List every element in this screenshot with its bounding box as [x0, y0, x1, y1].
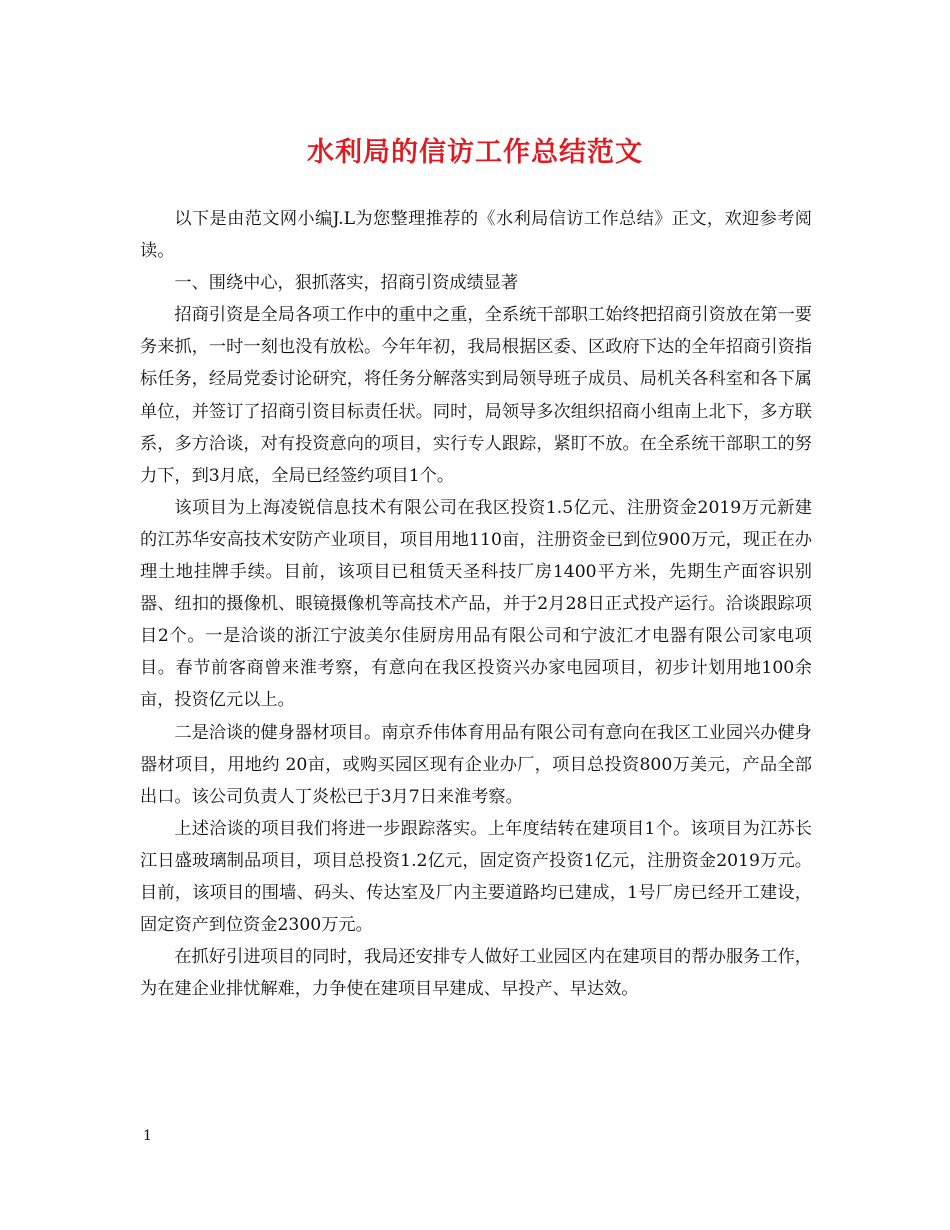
paragraph: 招商引资是全局各项工作中的重中之重，全系统干部职工始终把招商引资放在第一要务来抓，一时一刻也没有放松。今年年初，我局根据区委、区政府下达的全年招商引资指标任务，经局党委讨论研究，将任务分解落实到局领导班子成员、局机关各科室和各下属单位，并签订了招商引资目标责任状。同时，局领导多次组织招商小组南上北下，多方联系，多方洽谈，对有投资意向的项目，实行专人跟踪，紧盯不放。在全系统干部职工的努力下，到3月底，全局已经签约项目1个。 — [140, 305, 812, 486]
paragraph: 上述洽谈的项目我们将进一步跟踪落实。上年度结转在建项目1个。该项目为江苏长江日盛玻璃制品项目，项目总投资1.2亿元，固定资产投资1亿元，注册资金2019万元。目前，该项目的围墙、码头、传达室及厂内主要道路均已建成，1号厂房已经开工建设，固定资产到位资金2300万元。 — [140, 818, 812, 936]
document-title: 水利局的信访工作总结范文 — [307, 137, 643, 168]
page-number: 1 — [143, 1128, 152, 1144]
paragraph: 在抓好引进项目的同时，我局还安排专人做好工业园区内在建项目的帮办服务工作，为在建企业排忧解难，力争使在建项目早建成、早投产、早达效。 — [140, 947, 812, 1000]
paragraph: 该项目为上海凌锐信息技术有限公司在我区投资1.5亿元、注册资金2019万元新建的江苏华安高技术安防产业项目，项目用地110亩，注册资金已到位900万元，现正在办理土地挂牌手续。目前，该项目已租赁天圣科技厂房1400平方米，先期生产面容识别器、纽扣的摄像机、眼镜摄像机等高技术产品，并于2月28日正式投产运行。洽谈跟踪项目2个。一是洽谈的浙江宁波美尔佳厨房用品有限公司和宁波汇才电器有限公司家电项目。春节前客商曾来淮考察，有意向在我区投资兴办家电园项目，初步计划用地100余亩，投资亿元以上。 — [140, 497, 812, 711]
section-heading: 一、围绕中心，狠抓落实，招商引资成绩显著 — [174, 273, 519, 294]
paragraph: 二是洽谈的健身器材项目。南京乔伟体育用品有限公司有意向在我区工业园兴办健身器材项目，用地约 20亩，或购买园区现有企业办厂，项目总投资800万美元，产品全部出口。该公司负责人丁炎松已于3月7日来淮考察。 — [140, 722, 812, 807]
paragraph-intro: 以下是由范文网小编J.L为您整理推荐的《水利局信访工作总结》正文，欢迎参考阅读。 — [140, 209, 812, 262]
document-body — [140, 203, 812, 1005]
